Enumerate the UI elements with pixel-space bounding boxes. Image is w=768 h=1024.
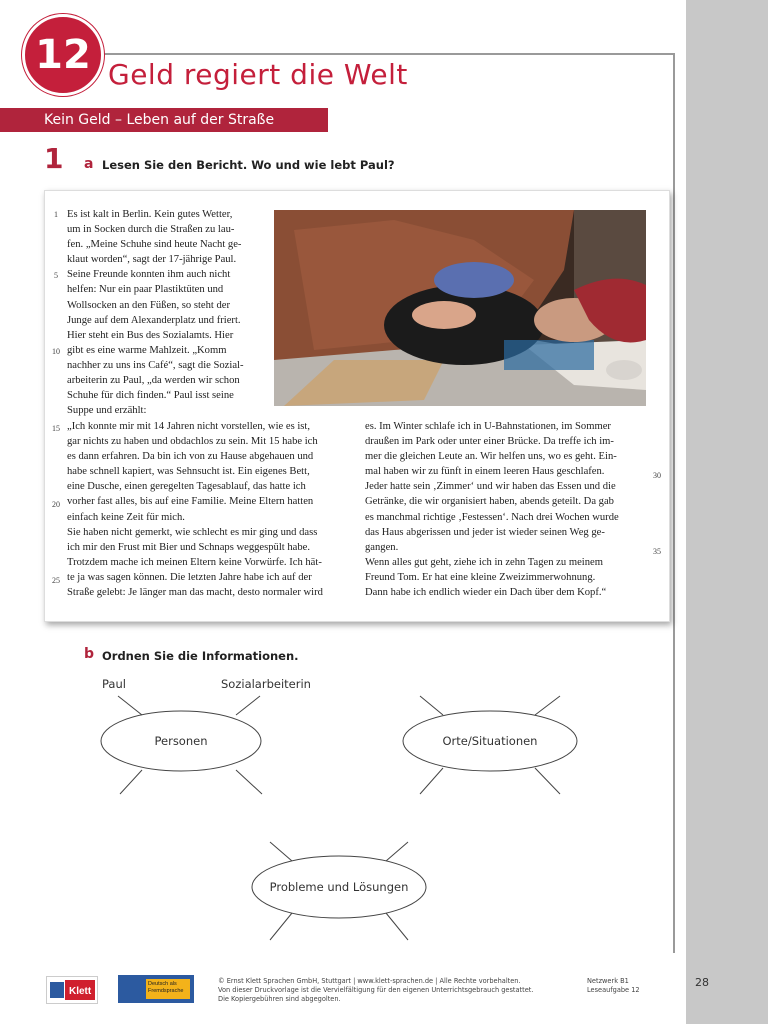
text-line: es manchmal richtige ‚Festessen‘. Nach drei Wochen wurde [365, 511, 619, 523]
mindmap-example-sozialarbeiterin: Sozialarbeiterin [221, 677, 311, 691]
text-line: Hier steht ein Bus des Sozialamts. Hier [67, 329, 234, 341]
book-title: Netzwerk B1 [587, 977, 629, 985]
text-line: mer die gleichen Leute an. Wir helfen uns, wo es geht. Ein- [365, 451, 617, 463]
text-line: habe schnell kapiert, was Sehnsucht ist. Ein eigenes Bett, [67, 466, 310, 478]
mindmap-label-probleme: Probleme und Lösungen [269, 880, 409, 894]
book-reference [587, 977, 677, 995]
text-line: klaut worden“, sagt der 17-jährige Paul. [67, 254, 237, 266]
line-number: 15 [52, 424, 60, 433]
text-line: Es ist kalt in Berlin. Kein gutes Wetter, [67, 209, 233, 220]
klett-logo-text: Klett [69, 986, 92, 997]
line-number: 20 [52, 500, 60, 509]
daf-logo [118, 975, 194, 1003]
side-margin-strip [686, 0, 768, 1024]
text-line: es. Im Winter schlafe ich in U-Bahnstationen, im Sommer [365, 421, 611, 432]
line-number: 10 [52, 347, 60, 356]
exercise-number: 1 [44, 142, 64, 175]
section-subtitle: Kein Geld – Leben auf der Straße [0, 108, 328, 132]
text-line: Wenn alles gut geht, ziehe ich in zehn Tagen zu meinem [365, 556, 603, 568]
text-line: Suppe und erzählt: [67, 405, 147, 417]
task-b-letter: b [84, 646, 95, 662]
line-number: 30 [653, 471, 661, 480]
chapter-title: Geld regiert die Welt [108, 58, 408, 91]
mindmap-label-orte: Orte/Situationen [442, 734, 538, 748]
text-line: gar nichts zu haben und obdachlos zu sein. Mit 15 habe ich [67, 436, 318, 448]
text-line: das Haus abgerissen und jeder ist wieder seinen Weg ge- [365, 526, 605, 538]
text-line: um in Socken durch die Straßen zu lau- [67, 224, 235, 236]
text-line: gibt es eine warme Mahlzeit. „Komm [67, 344, 227, 356]
text-line: Straße gelebt: Je länger man das macht, desto normaler wird [67, 587, 323, 599]
klett-logo-icon [47, 977, 97, 1003]
text-line: Jeder hatte sein ‚Zimmer‘ und wir haben das Essen und die [365, 481, 616, 493]
text-line: es dann erfahren. Da bin ich von zu Hause abgehauen und [67, 451, 314, 463]
text-line: helfen: Nur ein paar Plastiktüten und [67, 284, 224, 296]
text-line: Schuhe für dich finden.“ Paul isst seine [67, 390, 234, 402]
text-line: „Ich konnte mir mit 14 Jahren nicht vorstellen, wie es ist, [67, 421, 311, 432]
mindmap-label-personen: Personen [154, 734, 208, 748]
text-line: Seine Freunde konnten ihm auch nicht [67, 269, 231, 281]
daf-logo-line: Fremdsprache [148, 988, 184, 994]
page-number: 28 [695, 976, 709, 989]
book-task: Leseaufgabe 12 [587, 986, 640, 994]
copyright-line: Von dieser Druckvorlage ist die Vervielfältigung für den eigenen Unterrichtsgebrauch gestattet. [218, 986, 534, 994]
copyright-line: © Ernst Klett Sprachen GmbH, Stuttgart | www.klett-sprachen.de | Alle Rechte vorbehalten. [218, 977, 521, 985]
text-line: Sie haben nicht gemerkt, wie schlecht es mir ging und dass [67, 526, 318, 538]
copyright-notice [218, 977, 578, 1004]
text-line: arbeiterin zu Paul, „da werden wir schon [67, 375, 240, 387]
line-number: 35 [653, 547, 661, 556]
text-line: nachher zu uns ins Café“, sagt die Sozial- [67, 359, 244, 371]
mindmap-example-paul: Paul [102, 677, 126, 691]
text-line: te ja was sagen können. Die letzten Jahre habe ich auf der [67, 571, 312, 583]
klett-logo [46, 976, 98, 1004]
text-line: Getränke, die wir organisiert haben, abends geteilt. Da gab [365, 496, 614, 508]
text-line: ich mir den Frust mit Bier und Schnaps weggespült habe. [67, 541, 311, 553]
text-line: gangen. [365, 541, 399, 553]
line-number: 1 [54, 210, 58, 219]
line-number: 5 [54, 271, 58, 280]
text-line: vorher fast alles, bis auf eine Familie. Meine Eltern hatten [67, 496, 314, 508]
text-line: Trotzdem mache ich meinen Eltern keine Vorwürfe. Ich hät- [67, 556, 322, 568]
text-line: eine Dusche, einen geregelten Tagesablauf, das hatte ich [67, 481, 306, 493]
task-b-instruction: Ordnen Sie die Informationen. [102, 649, 299, 663]
line-number: 25 [52, 576, 60, 585]
task-a-instruction: Lesen Sie den Bericht. Wo und wie lebt Paul? [102, 158, 395, 172]
text-line: mal haben wir zu fünft in einem leeren Haus geschlafen. [365, 466, 605, 478]
daf-logo-line: Deutsch als [148, 981, 177, 987]
text-line: Wollsocken an den Füßen, so steht der [67, 299, 231, 311]
text-line: Dann habe ich endlich wieder ein Dach über dem Kopf.“ [365, 587, 607, 599]
text-line: Junge auf dem Alexanderplatz und friert. [67, 314, 241, 326]
text-line: draußen im Park oder unter einer Brücke. Da treffe ich im- [365, 436, 614, 448]
text-line: Freund Tom. Er hat eine kleine Zweizimmerwohnung. [365, 571, 596, 583]
text-line: einfach keine Zeit für mich. [67, 511, 185, 523]
task-a-letter: a [84, 156, 94, 172]
text-line: fen. „Meine Schuhe sind heute Nacht ge- [67, 239, 242, 251]
copyright-line: Die Kopiergebühren sind abgegolten. [218, 995, 341, 1003]
chapter-number-badge: 12 [22, 14, 104, 96]
